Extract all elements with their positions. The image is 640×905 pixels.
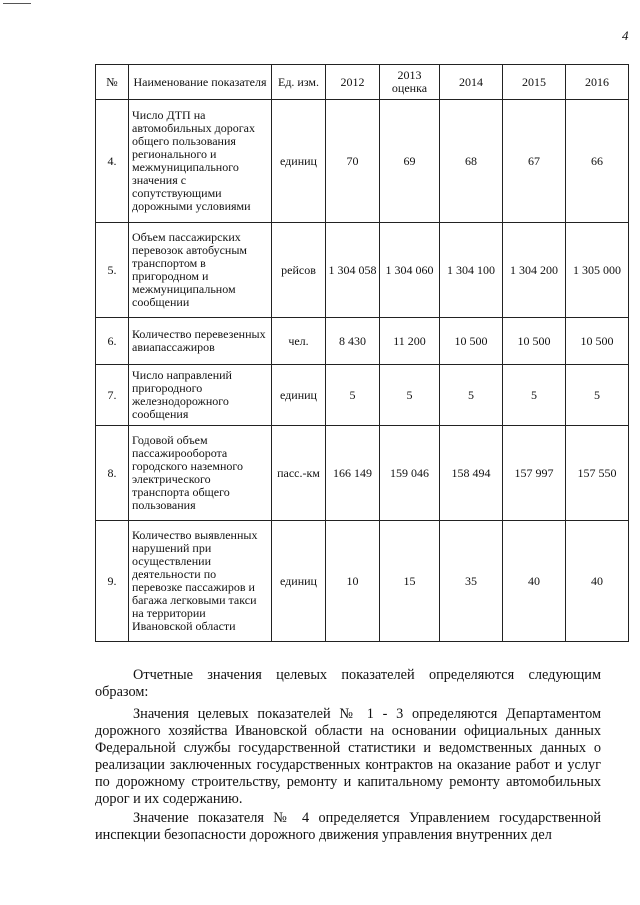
row-value-2014: 68 xyxy=(440,100,503,223)
scan-artifact-line xyxy=(3,3,31,4)
row-value-2012: 1 304 058 xyxy=(326,223,380,318)
row-value-2015: 157 997 xyxy=(503,426,566,521)
row-num: 5. xyxy=(96,223,129,318)
indicators-table xyxy=(95,64,629,642)
table-header-row xyxy=(96,65,629,100)
row-value-2016: 5 xyxy=(566,365,629,426)
row-value-2016: 10 500 xyxy=(566,318,629,365)
row-value-2013: 159 046 xyxy=(380,426,440,521)
row-value-2015: 67 xyxy=(503,100,566,223)
table-row xyxy=(96,365,629,426)
row-name: Число направлений пригородного железнодорожного сообщения xyxy=(129,365,272,426)
header-2015: 2015 xyxy=(503,65,566,100)
row-value-2015: 1 304 200 xyxy=(503,223,566,318)
row-name: Объем пассажирских перевозок автобусным транспортом в пригородном и межмуниципальном сообщении xyxy=(129,223,272,318)
row-value-2014: 10 500 xyxy=(440,318,503,365)
row-unit: единиц xyxy=(272,100,326,223)
row-num: 8. xyxy=(96,426,129,521)
table-row xyxy=(96,223,629,318)
header-2013: 2013 оценка xyxy=(380,65,440,100)
row-value-2015: 40 xyxy=(503,521,566,642)
paragraph-intro: Отчетные значения целевых показателей определяются следующим образом: xyxy=(95,667,601,700)
row-value-2013: 1 304 060 xyxy=(380,223,440,318)
row-value-2012: 166 149 xyxy=(326,426,380,521)
header-2012: 2012 xyxy=(326,65,380,100)
row-unit: единиц xyxy=(272,521,326,642)
row-value-2015: 10 500 xyxy=(503,318,566,365)
row-value-2012: 70 xyxy=(326,100,380,223)
row-value-2013: 11 200 xyxy=(380,318,440,365)
table-row xyxy=(96,100,629,223)
row-name: Годовой объем пассажирооборота городского наземного электрического транспорта общего пользования xyxy=(129,426,272,521)
row-unit: единиц xyxy=(272,365,326,426)
row-unit: пасс.-км xyxy=(272,426,326,521)
header-2014: 2014 xyxy=(440,65,503,100)
row-num: 7. xyxy=(96,365,129,426)
row-value-2013: 15 xyxy=(380,521,440,642)
row-value-2013: 5 xyxy=(380,365,440,426)
row-value-2014: 158 494 xyxy=(440,426,503,521)
row-value-2012: 5 xyxy=(326,365,380,426)
header-2016: 2016 xyxy=(566,65,629,100)
paragraph-indicators-1-3: Значения целевых показателей № 1 - 3 определяются Департаментом дорожного хозяйства Ивановской области на основании официальных данных Федеральной службы государственной статистики и ведомственных данных о реализации заключенных государственных контрактов на оказание работ и услуг по дорожному строительству, ремонту и капитальному ремонту автомобильных дорог и их содержанию. xyxy=(95,706,601,807)
row-num: 9. xyxy=(96,521,129,642)
row-value-2013: 69 xyxy=(380,100,440,223)
row-unit: чел. xyxy=(272,318,326,365)
row-value-2014: 35 xyxy=(440,521,503,642)
row-value-2014: 1 304 100 xyxy=(440,223,503,318)
header-unit: Ед. изм. xyxy=(272,65,326,100)
row-value-2012: 10 xyxy=(326,521,380,642)
row-name: Число ДТП на автомобильных дорогах общего пользования регионального и межмуниципального значения с сопутствующими дорожными условиями xyxy=(129,100,272,223)
table-row xyxy=(96,318,629,365)
row-value-2015: 5 xyxy=(503,365,566,426)
page-number: 4 xyxy=(622,28,629,43)
paragraph-indicator-4: Значение показателя № 4 определяется Управлением государственной инспекции безопасности дорожного движения управления внутренних дел xyxy=(95,810,601,843)
row-unit: рейсов xyxy=(272,223,326,318)
row-num: 6. xyxy=(96,318,129,365)
row-value-2016: 157 550 xyxy=(566,426,629,521)
row-value-2014: 5 xyxy=(440,365,503,426)
table-row xyxy=(96,521,629,642)
row-num: 4. xyxy=(96,100,129,223)
header-name: Наименование показателя xyxy=(129,65,272,100)
row-name: Количество перевезенных авиапассажиров xyxy=(129,318,272,365)
row-value-2016: 66 xyxy=(566,100,629,223)
row-name: Количество выявленных нарушений при осуществлении деятельности по перевозке пассажиров и багажа легковыми такси на территории Ивановской области xyxy=(129,521,272,642)
table-row xyxy=(96,426,629,521)
row-value-2012: 8 430 xyxy=(326,318,380,365)
row-value-2016: 40 xyxy=(566,521,629,642)
row-value-2016: 1 305 000 xyxy=(566,223,629,318)
header-num: № xyxy=(96,65,129,100)
